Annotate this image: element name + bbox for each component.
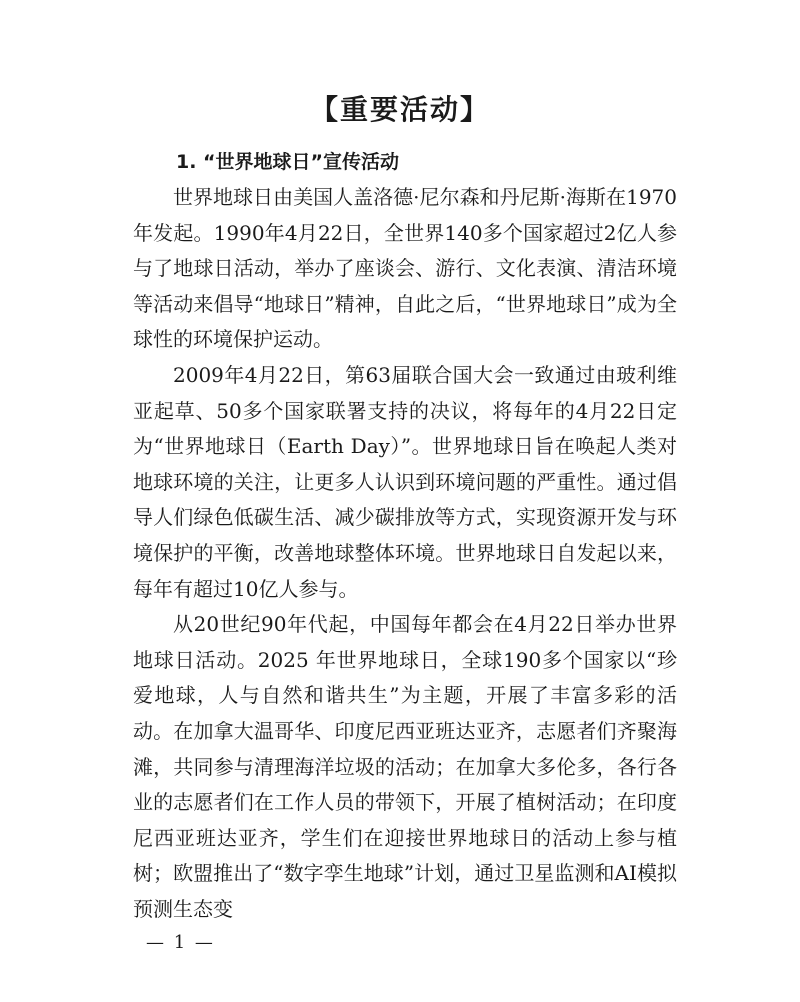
- body-text: [133, 180, 677, 927]
- page-number: — 1 —: [146, 932, 215, 953]
- page-title: 【重要活动】: [309, 93, 490, 126]
- paragraph-3: 从20世纪90年代起，中国每年都会在4月22日举办世界地球日活动。2025 年世界地球日，全球190多个国家以“珍爱地球，人与自然和谐共生”为主题，开展了丰富多彩的活动。在加拿大温哥华、印度尼西亚班达亚齐，志愿者们齐聚海滩，共同参与清理海洋垃圾的活动；在加拿大多伦多，各行各业的志愿者们在工作人员的带领下，开展了植树活动；在印度尼西亚班达亚齐，学生们在迎接世界地球日的活动上参与植树；欧盟推出了“数字孪生地球”计划，通过卫星监测和AI模拟预测生态变: [133, 612, 677, 921]
- paragraph-2: 2009年4月22日，第63届联合国大会一致通过由玻利维亚起草、50多个国家联署支持的决议，将每年的4月22日定为“世界地球日（Earth Day）”。世界地球日旨在唤起人类对地球环境的关注，让更多人认识到环境问题的严重性。通过倡导人们绿色低碳生活、减少碳排放等方式，实现资源开发与环境保护的平衡，改善地球整体环境。世界地球日自发起以来，每年有超过10亿人参与。: [133, 362, 677, 601]
- paragraph-1: 世界地球日由美国人盖洛德·尼尔森和丹尼斯·海斯在1970年发起。1990年4月22日，全世界140多个国家超过2亿人参与了地球日活动，举办了座谈会、游行、文化表演、清洁环境等活动来倡导“地球日”精神，自此之后，“世界地球日”成为全球性的环境保护运动。: [133, 185, 677, 352]
- section-heading: 1. “世界地球日”宣传活动: [176, 151, 400, 173]
